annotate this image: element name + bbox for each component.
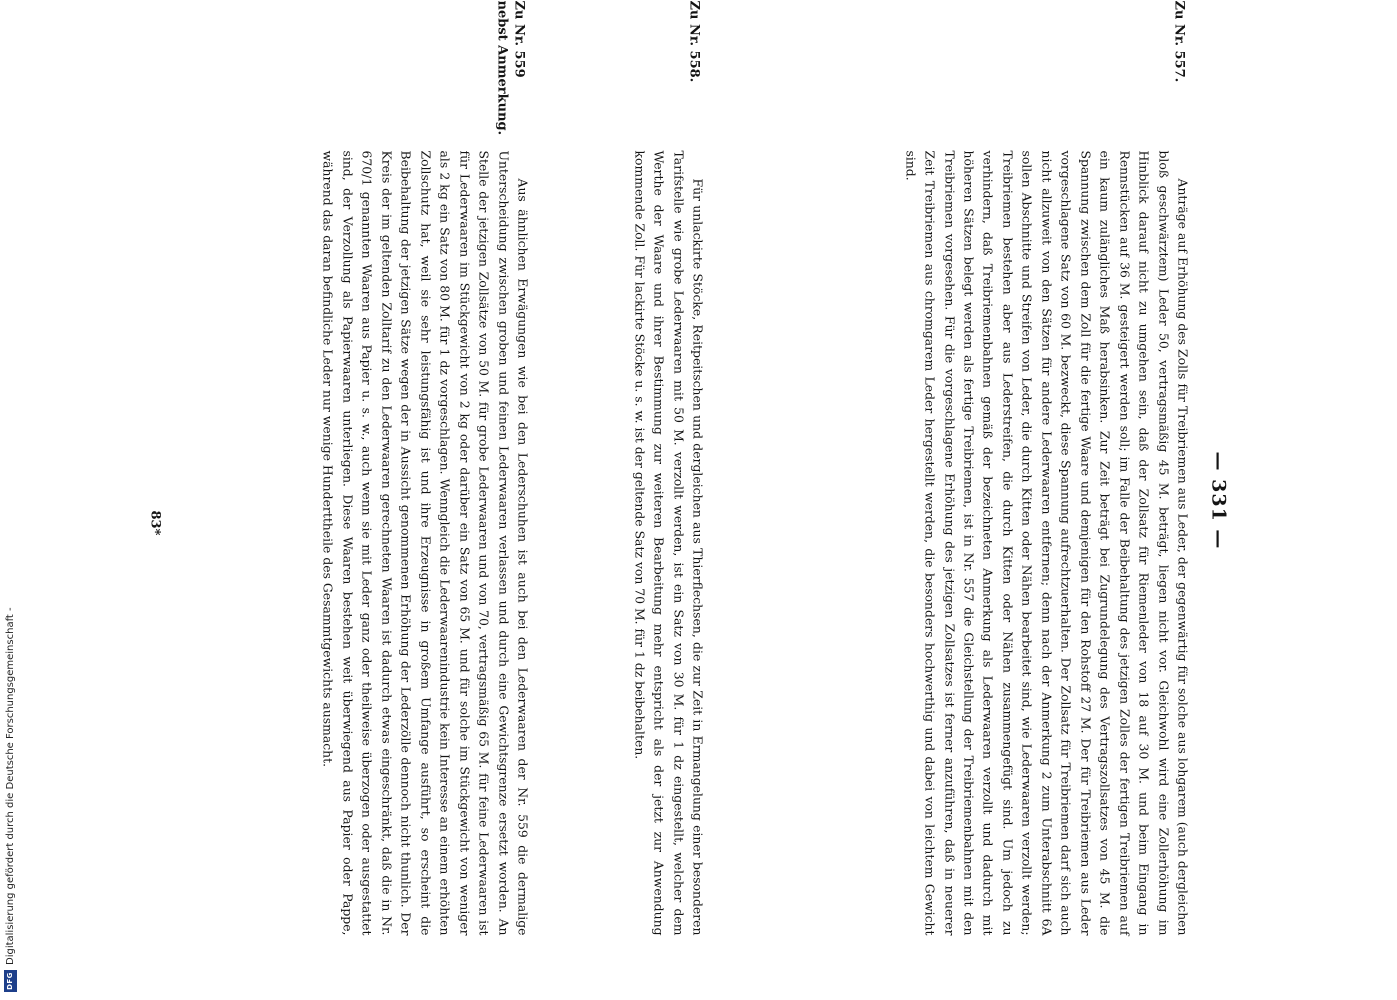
section-558-paragraph: Für unlackirte Stöcke, Reitpeitschen und dergleichen aus Thierflechsen, die zur Zeit in Ermangelung einer besonderen Tarifstelle wie grobe Lederwaaren mit 50 M. verzollt werden, ist ein Satz von 30 M. für 1 dz eingestellt, welcher dem Werthe der Waare und ihrer Bestimmung zur weiteren Bearbeitung mehr entspricht als der jetzt zur Anwendung kommende Zoll. Für lackirte Stöcke u. s. w. ist der geltende Satz von 70 M. für 1 dz beibehalten. (631, 150, 705, 935)
section-label-559: Zu Nr. 559 nebst Anmerkung. (494, 0, 526, 135)
section-558 (629, 150, 707, 935)
credit-strip (2, 0, 18, 1000)
credit-text: Digitalisierung gefördert durch die Deutsche Forschungsgemeinschaft - (4, 607, 16, 965)
folio-mark: 83* (147, 510, 162, 535)
credit-line (2, 0, 18, 1000)
section-557-paragraph: Anträge auf Erhöhung des Zolls für Treibriemen aus Leder, der gegenwärtig für solche aus lohgarem (auch dergleichen bloß geschwärztem) Leder 50, vertragsmäßig 45 M. beträgt, liegen nicht vor. Gleichwohl wird eine Zollerhöhung im Hinblick darauf nicht zu umgehen sein, daß der Zollsatz für Riemenleder von 18 auf 30 M. und beim Eingang in Rennstücken auf 36 M. gesteigert werden soll; im Falle der Beibehaltung des jetzigen Zolles der fertigen Treibriemen auf ein kaum zulängliches Maß herabsinken. Zur Zeit beträgt bei Zugrundelegung des Vertragszollsatzes von 45 M. die Spannung zwischen dem Zoll für die fertige Waare und demjenigen für den Rohstoff 27 M. Der für Treibriemen aus Leder vorgeschlagene Satz von 60 M. bezweckt, diese Spannung aufrechtzuerhalten. Der Zollsatz für Treibriemen darf sich auch nicht allzuweit von den Sätzen für andere Lederwaaren entfernen; denn nach der Anmerkung 2 zum Unterabschnitt 6A sollen Abschnitte und Streifen von Leder, die durch Kitten oder Nähen bearbeitet sind, wie Lederwaaren verzollt werden; Treibriemen bestehen aber aus Lederstreifen, die durch Kitten oder Nähen zusammengefügt sind. Um jedoch zu verhindern, daß Treibriemenbahnen gemäß der bezeichneten Anmerkung als Lederwaaren verzollt und dadurch mit höheren Sätzen belegt werden als fertige Treibriemen, ist in Nr. 557 die Gleichstellung der Treibriemenbahnen mit den Treibriemen vorgesehen. Für die vorgeschlagene Erhöhung des jetzigen Zollsatzes ist ferner anzuführen, daß in neuerer Zeit Treibriemen aus chromgarem Leder hergestellt werden, die besonders hochwerthig und dabei von leichtem Gewicht sind. (902, 150, 1190, 935)
section-557 (900, 150, 1192, 935)
dfg-logo: DFG (4, 970, 17, 992)
section-559-paragraph: Aus ähnlichen Erwägungen wie bei den Lederschuhen ist auch bei den Lederwaaren der Nr. 559 die dermalige Unterscheidung zwischen groben und feinen Lederwaaren verlassen und durch eine Gewichtsgrenze ersetzt worden. An Stelle der jetzigen Zollsätze von 50 M. für grobe Lederwaaren und von 70, vertragsmäßig 65 M. für feine Lederwaaren ist für Lederwaaren im Stückgewicht von 2 kg oder darüber ein Satz von 65 M. und für solche im Stückgewicht von weniger als 2 kg ein Satz von 80 M. für 1 dz vorgeschlagen. Wenngleich die Lederwaarenindustrie kein Interesse an einem erhöhten Zollschutz hat, weil sie sehr leistungsfähig ist und ihre Erzeugnisse in großem Umfange ausführt, so erscheint die Beibehaltung der jetzigen Sätze wegen der in Aussicht genommenen Erhöhung der Lederzölle dennoch nicht thunlich. Der Kreis der im geltenden Zolltarif zu den Lederwaaren gerechneten Waaren ist dadurch etwas eingeschränkt, daß die in Nr. 670/1 genannten Waaren aus Papier u. s. w., auch wenn sie mit Leder ganz oder theilweise überzogen oder ausgestattet sind, der Verzollung als Papierwaaren unterliegen. Diese Waaren bestehen weit überwiegend aus Papier oder Pappe, während das daran befindliche Leder nur wenige Hunderttheile des Gesammtgewichts ausmacht. (320, 150, 530, 935)
page-number: — 331 — (1207, 451, 1229, 549)
section-559 (318, 150, 532, 935)
section-label-558: Zu Nr. 558. (686, 0, 701, 82)
section-label-557: Zu Nr. 557. (1171, 0, 1186, 82)
